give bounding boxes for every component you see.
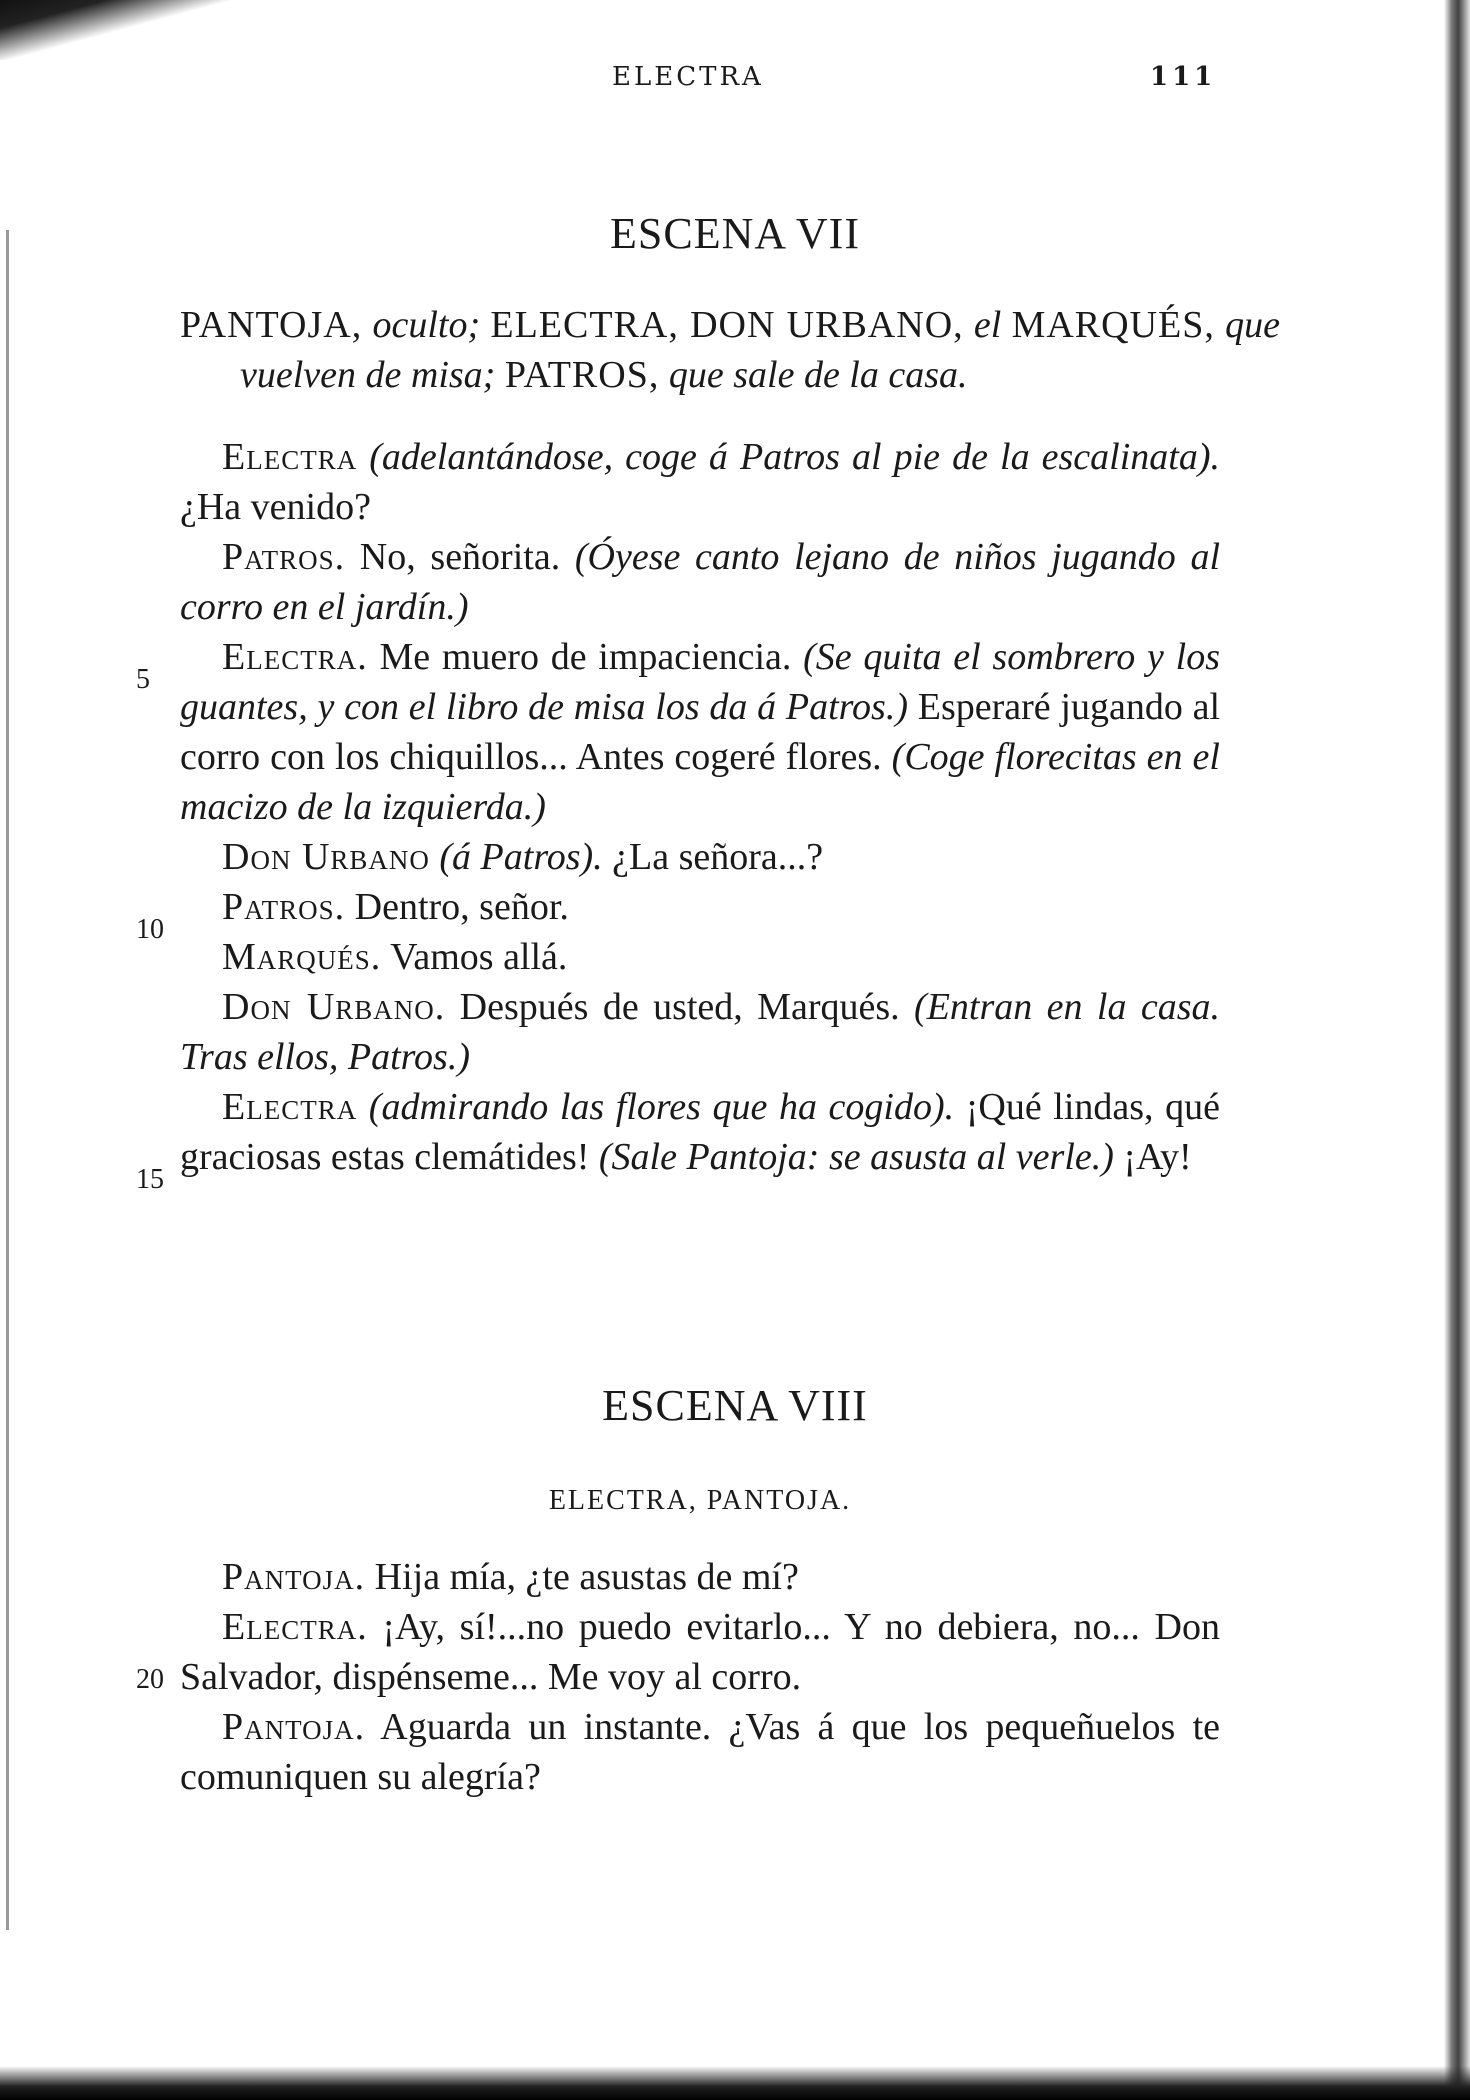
dialogue-text: Dentro, señor. bbox=[345, 886, 569, 928]
dialogue-block bbox=[180, 432, 1220, 1182]
stage-direction: (Entran en la casa. Tras ellos, Patros.) bbox=[180, 986, 1221, 1078]
running-title: ELECTRA bbox=[612, 62, 764, 92]
cast-list bbox=[180, 300, 1280, 400]
stage-direction: (Se quita el sombrero y los guantes, y con el libro de misa los da á Patros.) bbox=[180, 636, 1220, 728]
dialogue-text: Me muero de impaciencia. bbox=[367, 636, 804, 678]
dialogue-paragraph bbox=[180, 1552, 1220, 1602]
speaker-name: Electra bbox=[222, 436, 358, 478]
speaker-name: Electra. bbox=[222, 1606, 368, 1648]
line-number: 10 bbox=[136, 914, 164, 945]
dialogue-text: No, señorita. bbox=[345, 536, 575, 578]
page-number: 111 bbox=[1150, 62, 1217, 92]
line-number: 20 bbox=[136, 1664, 164, 1695]
speaker-name: Pantoja. bbox=[222, 1706, 366, 1748]
dialogue-text: ¡Qué lindas, qué graciosas estas clemátides! bbox=[180, 1086, 1220, 1178]
scene-title: ESCENA VIII bbox=[602, 1381, 868, 1430]
dialogue-text: PATROS, bbox=[504, 354, 660, 396]
dialogue-text: ¿Ha venido? bbox=[180, 486, 371, 528]
dialogue-text: ¡Ay! bbox=[1113, 1136, 1192, 1178]
dialogue-paragraph bbox=[180, 1602, 1220, 1702]
dialogue-text: Vamos allá. bbox=[381, 936, 568, 978]
line-number: 15 bbox=[136, 1164, 164, 1195]
dialogue-paragraph bbox=[180, 1702, 1220, 1802]
stage-direction: (á Patros). bbox=[429, 836, 613, 878]
dialogue-paragraph bbox=[180, 932, 1220, 982]
dialogue-text: PANTOJA, bbox=[180, 304, 363, 346]
dialogue-paragraph bbox=[180, 1082, 1220, 1182]
dialogue-text: ¡Ay, sí!...no puedo evitarlo... Y no debiera, no... Don Salvador, dispénseme... Me voy al corro. bbox=[180, 1606, 1220, 1698]
dialogue-text: ELECTRA, DON URBANO, bbox=[490, 304, 964, 346]
stage-direction: (Óyese canto lejano de niños jugando al corro en el jardín.) bbox=[180, 536, 1221, 628]
speaker-name: Electra bbox=[222, 1086, 358, 1128]
stage-direction: que vuelven de misa; bbox=[240, 304, 1280, 396]
dialogue-text: Hija mía, ¿te asustas de mí? bbox=[365, 1556, 799, 1598]
line-number: 5 bbox=[136, 664, 150, 695]
speaker-name: Electra. bbox=[222, 636, 368, 678]
dialogue-text: MARQUÉS, bbox=[1011, 304, 1215, 346]
stage-direction: (Coge florecitas en el macizo de la izquierda.) bbox=[180, 736, 1220, 828]
dialogue-paragraph bbox=[180, 982, 1220, 1082]
dialogue-paragraph bbox=[180, 832, 1220, 882]
scan-shadow-left bbox=[6, 230, 9, 1930]
dialogue-text: Esperaré jugando al corro con los chiquillos... Antes cogeré flores. bbox=[180, 686, 1220, 778]
dialogue-paragraph bbox=[180, 632, 1220, 832]
dialogue-text: Aguarda un instante. ¿Vas á que los pequeñuelos te comuniquen su alegría? bbox=[180, 1706, 1220, 1798]
speaker-name: Don Urbano bbox=[222, 836, 430, 878]
stage-direction: que sale de la casa. bbox=[659, 354, 968, 396]
speaker-name: Pantoja. bbox=[222, 1556, 366, 1598]
dialogue-paragraph bbox=[180, 432, 1220, 532]
speaker-name: Don Urbano. bbox=[222, 986, 446, 1028]
dialogue-text: Después de usted, Marqués. bbox=[445, 986, 915, 1028]
scan-shadow-top bbox=[0, 0, 360, 60]
stage-direction: oculto; bbox=[362, 304, 491, 346]
stage-direction: (admirando las flores que ha cogido). bbox=[357, 1086, 966, 1128]
stage-direction: (Sale Pantoja: se asusta al verle.) bbox=[598, 1136, 1114, 1178]
speaker-name: Patros. bbox=[222, 536, 346, 578]
stage-direction: el bbox=[963, 304, 1012, 346]
dialogue-paragraph bbox=[180, 532, 1220, 632]
cast-list: ELECTRA, PANTOJA. bbox=[548, 1485, 852, 1516]
stage-direction: (adelantándose, coge á Patros al pie de la escalinata). bbox=[357, 436, 1220, 478]
scan-shadow-right bbox=[1444, 0, 1470, 2100]
dialogue-paragraph bbox=[180, 882, 1220, 932]
scene-title: ESCENA VII bbox=[610, 209, 860, 258]
dialogue-text: ¿La señora...? bbox=[612, 836, 824, 878]
speaker-name: Patros. bbox=[222, 886, 346, 928]
speaker-name: Marqués. bbox=[222, 936, 382, 978]
scan-shadow-bottom bbox=[0, 2066, 1470, 2100]
dialogue-block bbox=[180, 1552, 1220, 1802]
